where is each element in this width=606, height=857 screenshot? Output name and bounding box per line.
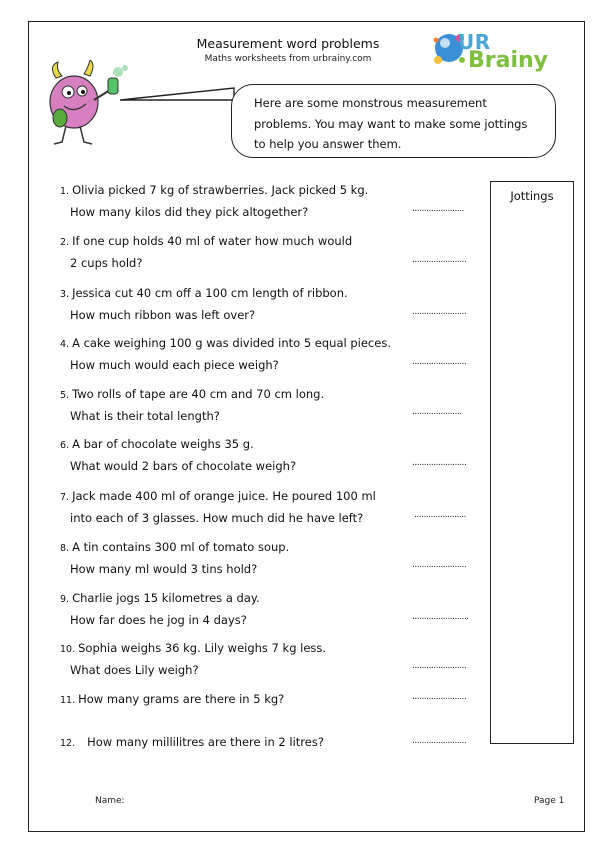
question-line-1: Olivia picked 7 kg of strawberries. Jack picked 5 kg. (72, 183, 369, 197)
question-5 (60, 384, 324, 426)
question-8 (60, 537, 289, 579)
name-label: Name: (95, 796, 125, 806)
answer-line-11[interactable]: ....................... (412, 692, 467, 702)
question-line-1: Sophia weighs 36 kg. Lily weighs 7 kg less. (78, 641, 327, 655)
question-number: 1. (60, 186, 70, 197)
question-number: 12. (60, 738, 76, 749)
bubble-line-3: to help you answer them. (254, 137, 402, 151)
question-line-1: A bar of chocolate weighs 35 g. (72, 437, 254, 451)
question-4 (60, 333, 391, 375)
question-line-2: What does Lily weigh? (70, 663, 199, 677)
answer-line-7[interactable]: ...................... (414, 510, 466, 520)
question-1 (60, 180, 368, 222)
question-number: 11. (60, 695, 76, 706)
question-line-1: How many grams are there in 5 kg? (78, 692, 285, 706)
question-line-2: How much ribbon was left over? (70, 308, 256, 322)
answer-line-5[interactable]: ..................... (412, 407, 462, 417)
question-10 (60, 638, 326, 680)
answer-line-1[interactable]: ...................... (412, 204, 464, 214)
question-number: 10. (60, 644, 76, 655)
page-subtitle: Maths worksheets from urbrainy.com (204, 54, 372, 64)
answer-line-9[interactable]: ........................ (412, 612, 469, 622)
answer-line-12[interactable]: ....................... (412, 736, 467, 746)
answer-line-4[interactable]: ....................... (412, 357, 467, 367)
question-9 (60, 588, 260, 630)
question-6 (60, 434, 296, 476)
question-line-2: How many ml would 3 tins hold? (70, 562, 258, 576)
jottings-box[interactable] (490, 181, 574, 744)
question-number: 4. (60, 339, 70, 350)
question-11 (60, 689, 284, 711)
question-12 (60, 732, 324, 754)
question-line-1: If one cup holds 40 ml of water how much would (72, 234, 353, 248)
question-line-1: How many millilitres are there in 2 litres? (87, 735, 324, 749)
jottings-label: Jottings (510, 189, 554, 203)
question-number: 3. (60, 289, 70, 300)
logo-text-ur: UR (458, 30, 491, 54)
answer-line-2[interactable]: ....................... (412, 255, 467, 265)
question-line-2: 2 cups hold? (70, 256, 143, 270)
question-line-2: How much would each piece weigh? (70, 358, 279, 372)
question-number: 2. (60, 237, 70, 248)
question-number: 8. (60, 543, 70, 554)
bubble-line-2: problems. You may want to make some jottings (254, 116, 528, 131)
question-line-2: What is their total length? (70, 409, 220, 423)
question-line-2: How far does he jog in 4 days? (70, 613, 247, 627)
speech-bubble-tail (120, 86, 238, 110)
answer-line-3[interactable]: ....................... (412, 307, 467, 317)
question-number: 7. (60, 492, 70, 503)
question-line-2: What would 2 bars of chocolate weigh? (70, 459, 297, 473)
question-3 (60, 283, 348, 325)
page-title: Measurement word problems (196, 36, 380, 51)
question-line-2: into each of 3 glasses. How much did he have left? (70, 511, 364, 525)
question-number: 5. (60, 390, 70, 401)
speech-bubble (231, 84, 556, 158)
question-7 (60, 486, 376, 528)
question-line-1: Jack made 400 ml of orange juice. He poured 100 ml (72, 489, 376, 503)
question-line-1: A cake weighing 100 g was divided into 5 equal pieces. (72, 336, 391, 350)
answer-line-8[interactable]: ....................... (412, 560, 467, 570)
question-line-1: Jessica cut 40 cm off a 100 cm length of ribbon. (72, 286, 348, 300)
question-line-1: Two rolls of tape are 40 cm and 70 cm long. (72, 387, 325, 401)
answer-line-6[interactable]: ....................... (412, 458, 467, 468)
question-number: 9. (60, 594, 70, 605)
question-line-1: A tin contains 300 ml of tomato soup. (72, 540, 290, 554)
question-line-2: How many kilos did they pick altogether? (70, 205, 309, 219)
question-line-1: Charlie jogs 15 kilometres a day. (72, 591, 260, 605)
page-number: Page 1 (534, 796, 565, 806)
logo-text-brainy: Brainy (468, 48, 549, 73)
bubble-line-1: Here are some monstrous measurement (254, 96, 487, 110)
answer-line-10[interactable]: ....................... (412, 661, 467, 671)
question-number: 6. (60, 440, 70, 451)
question-2 (60, 231, 352, 273)
